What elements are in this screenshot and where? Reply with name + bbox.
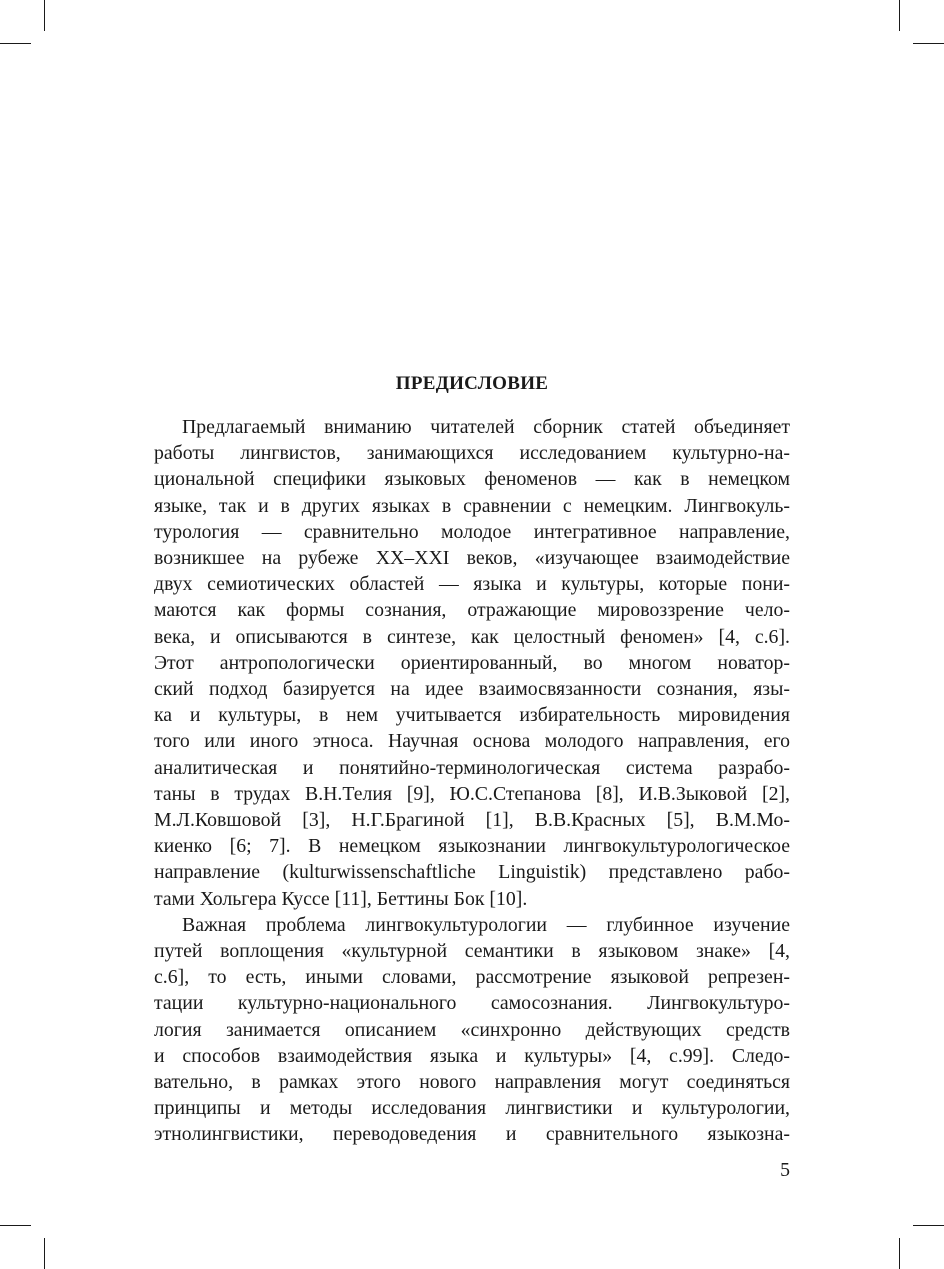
text-line: тации культурно-национального самосознания. Лингвокультуро- <box>154 992 790 1015</box>
text-line: этнолингвистики, переводоведения и сравнительного языкозна- <box>154 1123 790 1146</box>
crop-mark-top-left-horizontal <box>0 43 31 44</box>
text-line: и способов взаимодействия языка и культуры» [4, с.99]. Следо- <box>154 1044 790 1067</box>
text-line: ка и культуры, в нем учитывается избирательность мировидения <box>154 704 790 727</box>
text-line: того или иного этноса. Научная основа молодого направления, его <box>154 730 790 753</box>
text-line: века, и описываются в синтезе, как целостный феномен» [4, с.6]. <box>154 625 790 648</box>
text-line: логия занимается описанием «синхронно действующих средств <box>154 1018 790 1041</box>
crop-mark-top-right-vertical <box>899 0 900 31</box>
crop-mark-bottom-left-vertical <box>44 1238 45 1269</box>
text-line: турология — сравнительно молодое интегративное направление, <box>154 520 790 543</box>
crop-mark-bottom-right-horizontal <box>913 1225 944 1226</box>
text-line: киенко [6; 7]. В немецком языкознании лингвокультурологическое <box>154 835 790 858</box>
paragraph-1 <box>154 414 790 912</box>
text-line: Этот антропологически ориентированный, во многом новатор- <box>154 651 790 674</box>
text-line: циональной специфики языковых феноменов — как в немецком <box>154 468 790 491</box>
text-line: тами Хольгера Куссе [11], Беттины Бок [10]. <box>154 887 528 910</box>
page-title: ПРЕДИСЛОВИЕ <box>395 373 549 394</box>
text-line: языке, так и в других языках в сравнении с немецким. Лингвокуль- <box>154 494 790 517</box>
text-line: аналитическая и понятийно-терминологическая система разрабо- <box>154 756 790 779</box>
crop-mark-top-right-horizontal <box>913 43 944 44</box>
text-line: маются как формы сознания, отражающие мировоззрение чело- <box>154 599 790 622</box>
crop-mark-bottom-left-horizontal <box>0 1225 31 1226</box>
text-line: двух семиотических областей — языка и культуры, которые пони- <box>154 573 790 596</box>
text-line: принципы и методы исследования лингвистики и культурологии, <box>154 1097 790 1120</box>
text-line: работы лингвистов, занимающихся исследованием культурно-на- <box>154 442 790 465</box>
text-line: вательно, в рамках этого нового направления могут соединяться <box>154 1071 790 1094</box>
text-line: Важная проблема лингвокультурологии — глубинное изучение <box>182 913 790 936</box>
text-line: путей воплощения «культурной семантики в языковом знаке» [4, <box>154 940 790 963</box>
text-line: направление (kulturwissenschaftliche Linguistik) представлено рабо- <box>154 861 790 884</box>
body-text <box>154 414 790 1148</box>
paragraph-2 <box>154 912 790 1148</box>
text-line: Предлагаемый вниманию читателей сборник статей объединяет <box>182 416 790 438</box>
page-number: 5 <box>780 1159 790 1181</box>
text-line: М.Л.Ковшовой [3], Н.Г.Брагиной [1], В.В.Красных [5], В.М.Мо- <box>154 809 790 832</box>
text-line: возникшее на рубеже XX–XXI веков, «изучающее взаимодействие <box>154 547 790 570</box>
text-line: с.6], то есть, иными словами, рассмотрение языковой репрезен- <box>154 966 790 989</box>
text-line: ский подход базируется на идее взаимосвязанности сознания, язы- <box>154 678 790 701</box>
crop-mark-top-left-vertical <box>44 0 45 31</box>
text-line: таны в трудах В.Н.Телия [9], Ю.С.Степанова [8], И.В.Зыковой [2], <box>154 782 790 805</box>
crop-mark-bottom-right-vertical <box>899 1238 900 1269</box>
